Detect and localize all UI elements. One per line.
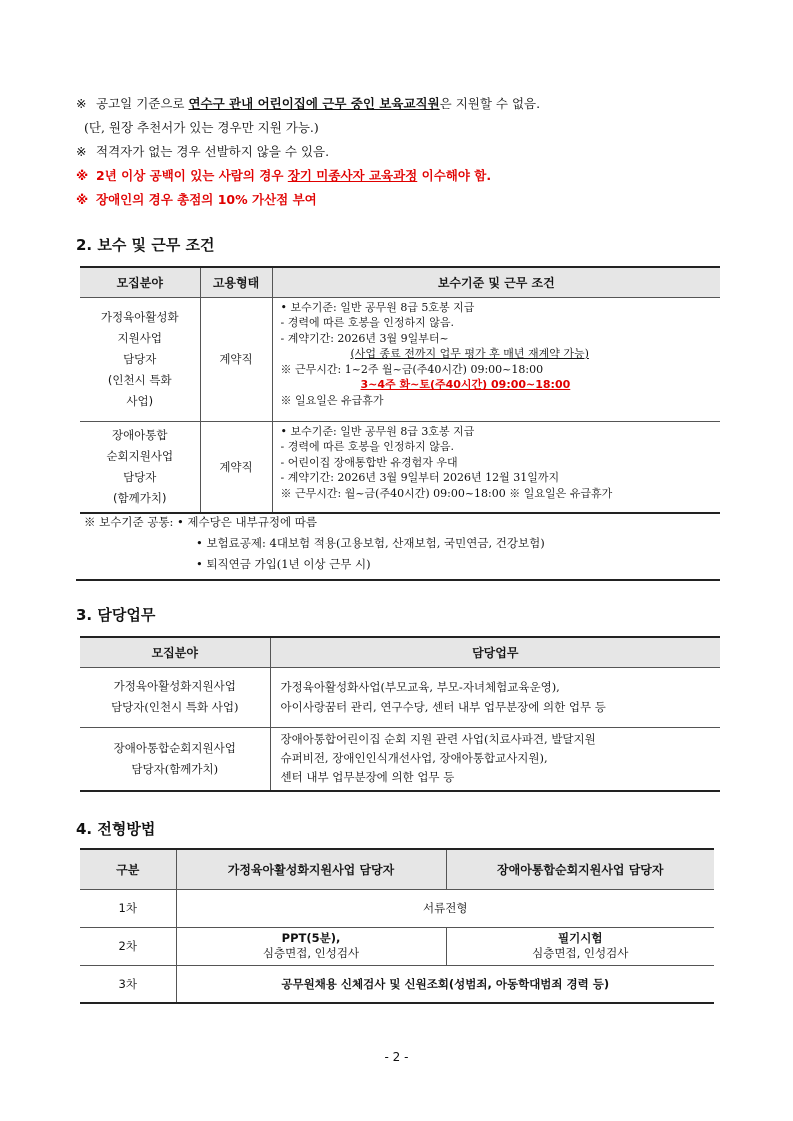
section-3-title: 3. 담당업무	[76, 606, 156, 624]
note-disability-bonus: ※ 장애인의 경우 총점의 10% 가산점 부여	[76, 192, 317, 207]
duties-field-disability: 장애아통합순회지원사업 담당자(함께가치)	[80, 727, 270, 791]
sel-stage-2: 2차	[80, 927, 176, 965]
type-disability: 계약직	[200, 421, 272, 513]
duties-field-parenting: 가정육아활성화지원사업 담당자(인천시 특화 사업)	[80, 667, 270, 727]
field-parenting: 가정육아활성화 지원사업 담당자 (인천시 특화 사업)	[80, 297, 200, 421]
field-disability: 장애아통합 순회지원사업 담당자 (함께가치)	[80, 421, 200, 513]
duties-header-field: 모집분야	[80, 637, 270, 667]
page-number: - 2 -	[384, 1050, 409, 1064]
sel-header-parenting: 가정육아활성화지원사업 담당자	[176, 849, 446, 889]
sel-header-disability: 장애아통합순회지원사업 담당자	[446, 849, 714, 889]
duties-parenting: 가정육아활성화사업(부모교육, 부모-자녀체험교육운영), 아이사랑꿈터 관리, 연구수당, 센터 내부 업무분장에 의한 업무 등	[270, 667, 720, 727]
salary-table	[80, 266, 720, 514]
notice-notes	[76, 92, 716, 212]
sel-stage-3: 3차	[80, 965, 176, 1003]
sel-stage-3-method: 공무원채용 신체검사 및 신원조회(성범죄, 아동학대범죄 경력 등)	[176, 965, 714, 1003]
sel-stage-1-method: 서류전형	[176, 889, 714, 927]
type-parenting: 계약직	[200, 297, 272, 421]
header-field: 모집분야	[80, 267, 200, 297]
section-2-title: 2. 보수 및 근무 조건	[76, 236, 215, 254]
section-4-title: 4. 전형방법	[76, 820, 156, 838]
sel-header-stage: 구분	[80, 849, 176, 889]
selection-table	[80, 848, 714, 1004]
note-no-selection: ※ 적격자가 없는 경우 선발하지 않을 수 있음.	[76, 144, 330, 159]
salary-common-notes: ※ 보수기준 공통: • 제수당은 내부규정에 따름 • 보험료공제: 4대보험 적용(고용보험, 산재보험, 국민연금, 건강보험) • 퇴직연금 가입(1년 이상 근무 시)	[76, 512, 720, 581]
duties-table	[80, 636, 720, 792]
note-long-gap: ※ 2년 이상 공백이 있는 사람의 경우 장기 미종사자 교육과정 이수해야 함.	[76, 168, 492, 183]
sel-stage-2-disability: 필기시험 심층면접, 인성검사	[446, 927, 714, 965]
duties-disability: 장애아통합어린이집 순회 지원 관련 사업(치료사파견, 발달지원 슈퍼비전, 장애인인식개선사업, 장애아통합교사지원), 센터 내부 업무분장에 의한 업무 등	[270, 727, 720, 791]
sel-stage-2-parenting: PPT(5분), 심층면접, 인성검사	[176, 927, 446, 965]
note-ineligible: ※ 공고일 기준으로 연수구 관내 어린이집에 근무 중인 보육교직원은 지원할 수 없음.	[76, 96, 541, 111]
note-exception: (단, 원장 추천서가 있는 경우만 지원 가능.)	[84, 120, 319, 135]
conditions-parenting: • 보수기준: 일반 공무원 8급 5호봉 지급 - 경력에 따른 호봉을 인정하지 않음. - 계약기간: 2026년 3월 9일부터~ (사업 종료 전까지 업무 평가 후 매년 재계약 가능) ※ 근무시간: 1~2주 월~금(주40시간) 09:00~18:00 3~4주 화~토(주40시간) 09:00~18:00 ※ 일요일은 유급휴가	[272, 297, 720, 421]
sel-stage-1: 1차	[80, 889, 176, 927]
header-type: 고용형태	[200, 267, 272, 297]
conditions-disability: • 보수기준: 일반 공무원 8급 3호봉 지급 - 경력에 따른 호봉을 인정하지 않음. - 어린이집 장애통합반 유경험자 우대 - 계약기간: 2026년 3월 9일부터 2026년 12월 31일까지 ※ 근무시간: 월~금(주40시간) 09:00~18:00 ※ 일요일은 유급휴가	[272, 421, 720, 513]
header-conditions: 보수기준 및 근무 조건	[272, 267, 720, 297]
duties-header-duty: 담당업무	[270, 637, 720, 667]
